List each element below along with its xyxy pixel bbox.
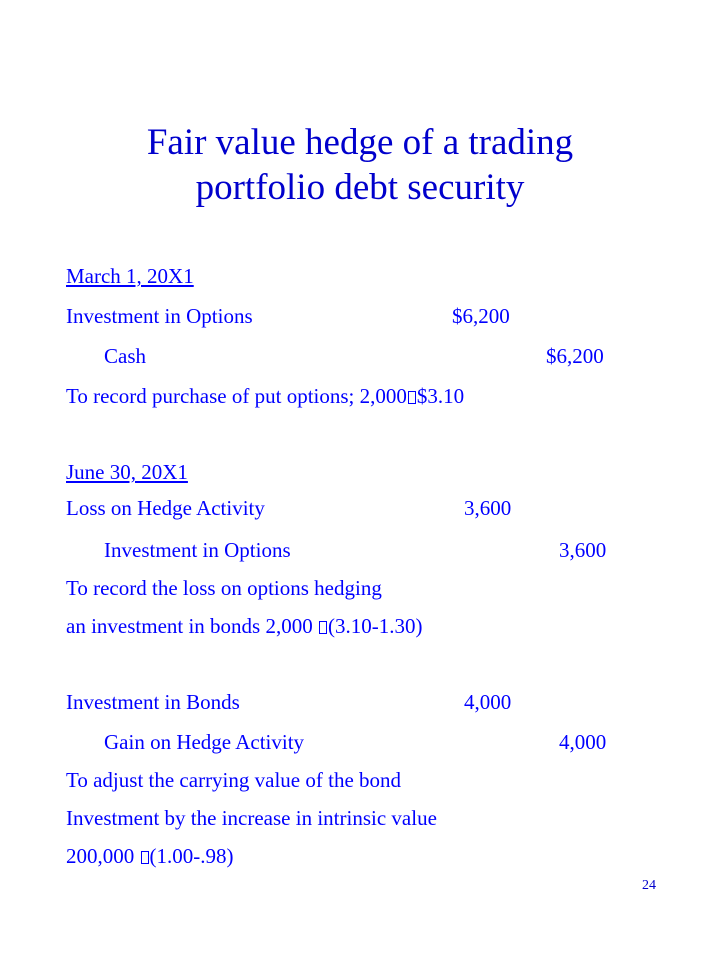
entry-3-note-line-3-part-a: 200,000 bbox=[66, 844, 140, 868]
entry-1-date: March 1, 20X1 bbox=[66, 264, 194, 288]
entry-3-debit-account: Investment in Bonds bbox=[66, 690, 240, 714]
entry-3-note-line-3-part-b: (1.00-.98) bbox=[149, 844, 234, 868]
entry-3-note-line-3 bbox=[66, 844, 233, 868]
entry-1-note-part-a: To record purchase of put options; 2,000 bbox=[66, 384, 407, 408]
entry-2-credit-account: Investment in Options bbox=[104, 538, 291, 562]
title-line-1: Fair value hedge of a trading bbox=[146, 122, 574, 163]
entry-1-credit-account: Cash bbox=[104, 344, 146, 368]
entry-3-note-line-2: Investment by the increase in intrinsic value bbox=[66, 806, 437, 830]
entry-3-note-line-1: To adjust the carrying value of the bond bbox=[66, 768, 402, 792]
multiply-glyph-box bbox=[319, 621, 327, 634]
entry-1-note-part-b: $3.10 bbox=[416, 384, 465, 408]
entry-1-debit-amount: $6,200 bbox=[452, 304, 510, 328]
multiply-glyph-box bbox=[408, 391, 416, 404]
entry-2-note-line-2 bbox=[66, 614, 422, 638]
entry-2-debit-amount: 3,600 bbox=[464, 496, 512, 520]
entry-2-note-line-1: To record the loss on options hedging bbox=[66, 576, 382, 600]
page-number: 24 bbox=[642, 878, 656, 893]
entry-1-credit-amount: $6,200 bbox=[546, 344, 604, 368]
entry-2-debit-account: Loss on Hedge Activity bbox=[66, 496, 265, 520]
entry-1-debit-account: Investment in Options bbox=[66, 304, 253, 328]
entry-2-date: June 30, 20X1 bbox=[66, 460, 188, 484]
entry-2-note-line-2-part-b: (3.10-1.30) bbox=[327, 614, 423, 638]
title-line-2: portfolio debt security bbox=[195, 167, 525, 208]
entry-3-credit-amount: 4,000 bbox=[559, 730, 607, 754]
entry-3-debit-amount: 4,000 bbox=[464, 690, 512, 714]
entry-2-note-line-2-part-a: an investment in bonds 2,000 bbox=[66, 614, 318, 638]
entry-2-credit-amount: 3,600 bbox=[559, 538, 607, 562]
entry-1-note bbox=[66, 384, 464, 408]
entry-3-credit-account: Gain on Hedge Activity bbox=[104, 730, 305, 754]
multiply-glyph-box bbox=[141, 851, 149, 864]
